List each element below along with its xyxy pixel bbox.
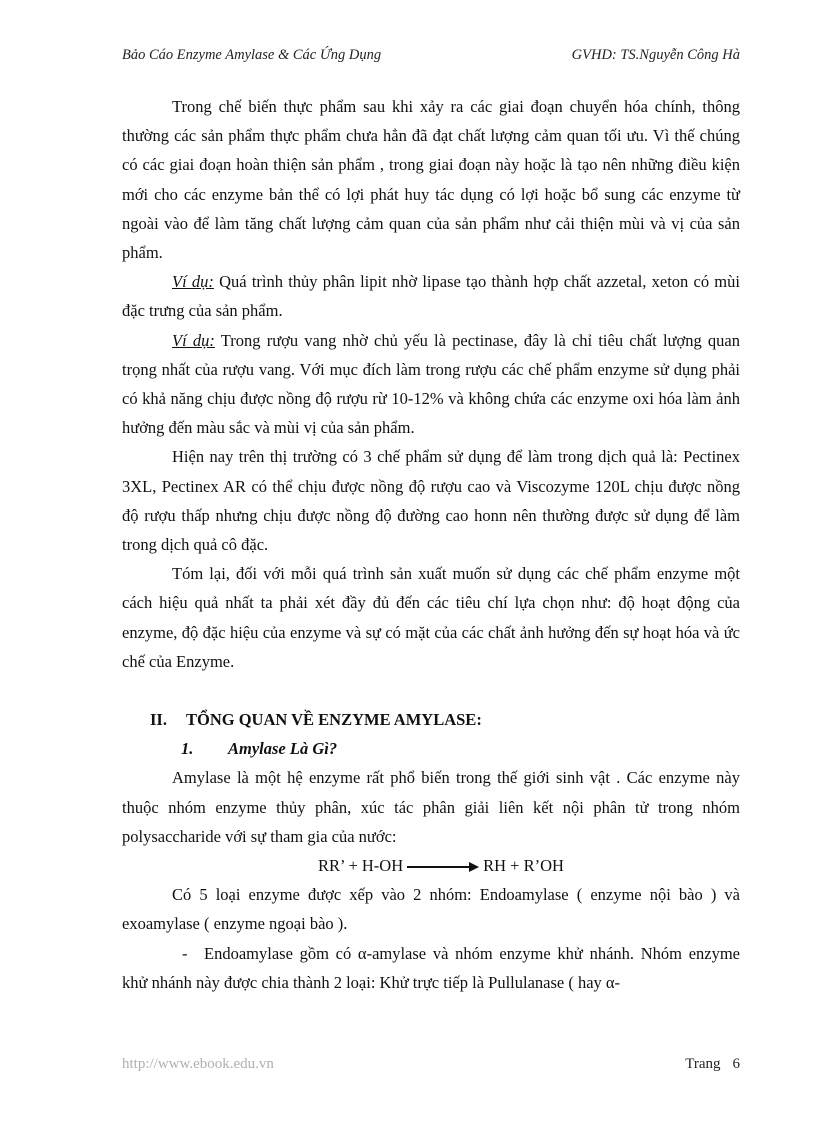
example-1-label: Ví dụ: — [172, 272, 214, 292]
page-number: 6 — [732, 1056, 740, 1072]
subsection-title: Amylase Là Gì? — [228, 739, 338, 759]
formula-products: RH + R’OH — [483, 856, 564, 876]
paragraph-summary: Tóm lại, đối với mỗi quá trình sản xuất muốn sử dụng các chế phẩm enzyme một cách hiệu quả nhất ta phải xét đầy đủ đến các tiêu chí lựa chọn như: độ hoạt động của enzyme, độ đặc hiệu của enzyme và sự có mặt của các chất ảnh hưởng đến sự hoạt hóa và ức chế của Enzyme. — [122, 564, 740, 671]
example-2-label: Ví dụ: — [172, 330, 215, 350]
header-advisor: GVHD: TS.Nguyễn Công Hà — [571, 47, 740, 63]
section-title: TỔNG QUAN VỀ ENZYME AMYLASE: — [186, 710, 482, 730]
paragraph-products: Hiện nay trên thị trường có 3 chế phẩm sử dụng để làm trong dịch quả là: Pectinex 3XL, Pectinex AR có thể chịu được nồng độ rượu cao và Viscozyme 120L chịu được nồng độ rượu thấp nhưng chịu được nồng độ đường cao honn nên thường được sử dụng để làm trong dịch quả cô đặc. — [122, 447, 740, 555]
header-title: Bảo Cáo Enzyme Amylase & Các Ứng Dụng — [122, 47, 382, 63]
example-2 — [122, 326, 740, 443]
subsection-heading — [122, 734, 740, 763]
list-item-text: Endoamylase gồm có α-amylase và nhóm enzyme khử nhánh. Nhóm enzyme khử nhánh này được chia thành 2 loại: Khử trực tiếp là Pullulanase ( hay α- — [122, 943, 740, 992]
list-item-endoamylase — [122, 939, 740, 997]
page-body — [122, 92, 740, 997]
section-heading — [122, 705, 740, 734]
formula-reactants: RR’ + H-OH — [318, 856, 404, 876]
example-2-text: Trong rượu vang nhờ chủ yếu là pectinase, đây là chỉ tiêu chất lượng quan trọng nhất của rượu vang. Với mục đích làm trong rượu các chế phẩm enzyme sử dụng phải có khả năng chịu được nồng độ rượu rừ 10-12% và không chứa các enzyme oxi hóa làm ảnh hưởng đến màu sắc và mùi vị của sản phẩm. — [122, 330, 740, 438]
page-indicator — [685, 1056, 740, 1073]
reaction-arrow-icon — [407, 862, 479, 872]
page-label: Trang — [685, 1056, 721, 1072]
example-1 — [122, 267, 740, 325]
section-number: II. — [150, 710, 167, 730]
list-dash: - — [182, 943, 188, 963]
example-1-text: Quá trình thủy phân lipit nhờ lipase tạo thành hợp chất azzetal, xeton có mùi đặc trưng của sản phẩm. — [122, 272, 740, 321]
reaction-formula — [122, 851, 740, 880]
footer-url: http://www.ebook.edu.vn — [122, 1056, 274, 1072]
subsection-number: 1. — [181, 739, 194, 759]
paragraph-intro: Trong chế biến thực phẩm sau khi xảy ra các giai đoạn chuyển hóa chính, thông thường các sản phẩm thực phẩm chưa hẳn đã đạt chất lượng cảm quan tối ưu. Vì thế chúng có các giai đoạn hoàn thiện sản phẩm , trong giai đoạn này hoặc là tạo nên những điều kiện mới cho các enzyme bản thể có lợi phát huy tác dụng có lợi hoặc bổ sung các enzyme từ ngoài vào để làm tăng chất lượng cảm quan của sản phẩm như cải thiện mùi và vị của sản phẩm. — [122, 97, 740, 263]
paragraph-amylase-definition: Amylase là một hệ enzyme rất phổ biến trong thế giới sinh vật . Các enzyme này thuộc nhóm enzyme thủy phân, xúc tác phân giải liên kết nội phân tử trong nhóm polysaccharide với sự tham gia của nước: — [122, 768, 740, 846]
paragraph-enzyme-groups: Có 5 loại enzyme được xếp vào 2 nhóm: Endoamylase ( enzyme nội bào ) và exoamylase ( enzyme ngoại bào ). — [122, 885, 740, 934]
